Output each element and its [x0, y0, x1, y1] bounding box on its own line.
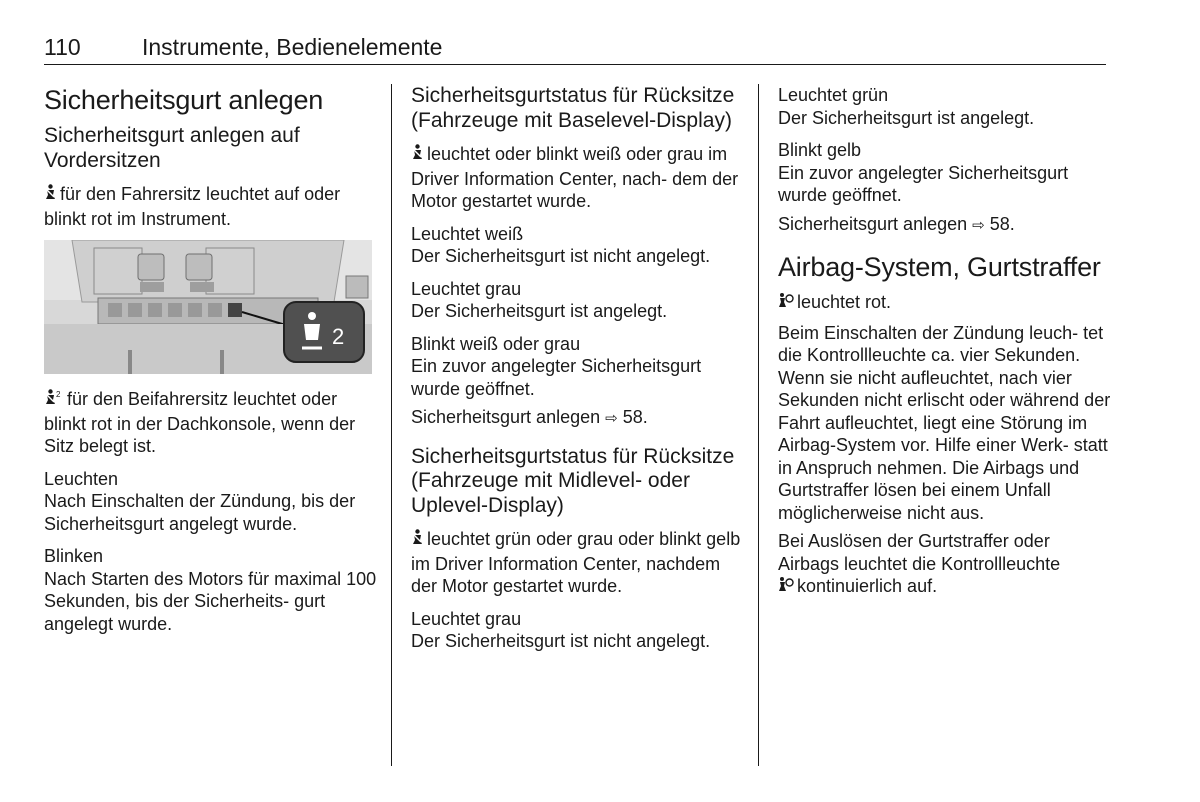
- paragraph-rear-baselevel: [411, 143, 751, 213]
- label-blinkt-gelb: Blinkt gelb: [778, 140, 862, 160]
- paragraph-airbag-deploy: [778, 530, 1113, 600]
- column-divider-1: [391, 84, 392, 766]
- page-header: [44, 34, 442, 61]
- label-leuchtet-grau: Leuchtet grau: [411, 278, 522, 299]
- reference-page: 58.: [989, 213, 1015, 234]
- figure-badge-number: 2: [332, 324, 345, 349]
- seatbelt-2-icon: [44, 389, 64, 413]
- text-blinkt-gelb: Ein zuvor angelegter Sicherheitsgurt wurde geöffnet.: [778, 162, 1069, 205]
- text-blinken: Nach Starten des Motors für maximal 100 Sekunden, bis der Sicherheits- gurt angelegt wurde.: [44, 568, 377, 634]
- label-leuchtet-gruen: Leuchtet grün: [778, 85, 889, 105]
- text-airbag-light: leuchtet rot.: [797, 292, 892, 312]
- paragraph-passenger: [44, 388, 384, 458]
- column-3: [778, 84, 1113, 606]
- page-number: 110: [44, 34, 81, 60]
- paragraph-airbag-light: [778, 291, 1113, 316]
- text-leuchten: Nach Einschalten der Zündung, bis der Sicherheitsgurt angelegt wurde.: [44, 491, 356, 534]
- paragraph-rear-uplevel: [411, 528, 751, 598]
- text-leuchtet-grau-2: Der Sicherheitsgurt ist nicht angelegt.: [411, 631, 711, 651]
- text-airbag-deploy: Bei Auslösen der Gurtstraffer oder Airbags leuchtet die Kontrollleuchte: [778, 531, 1061, 574]
- airbag-icon: [778, 292, 794, 316]
- page-reference-arrow-icon: ⇨: [605, 410, 618, 427]
- airbag-icon: [778, 576, 794, 600]
- label-blinkt-weiss-grau: Blinkt weiß oder grau: [411, 333, 581, 354]
- text-blinkt-weiss-grau: Ein zuvor angelegter Sicherheitsgurt wurde geöffnet.: [411, 356, 702, 399]
- text-leuchtet-grau: Der Sicherheitsgurt ist angelegt.: [411, 301, 668, 321]
- cross-reference-2[interactable]: [778, 213, 1113, 238]
- chapter-title: Instrumente, Bedienelemente: [142, 34, 443, 60]
- label-blinken: Blinken: [44, 546, 104, 566]
- text-rear-baselevel: leuchtet oder blinkt weiß oder grau im Driver Information Center, nach- dem der Motor gestartet wurde.: [411, 144, 739, 211]
- seatbelt-icon: [44, 184, 57, 208]
- subheading-rear-uplevel: Sicherheitsgurtstatus für Rücksitze (Fahrzeuge mit Midlevel- oder Uplevel-Display): [411, 444, 735, 517]
- page-reference-arrow-icon: ⇨: [972, 216, 985, 234]
- column-1: [44, 84, 384, 641]
- label-leuchtet-weiss: Leuchtet weiß: [411, 223, 524, 244]
- section-heading-airbag: Airbag-System, Gurtstraffer: [778, 252, 1101, 282]
- text-rear-uplevel: leuchtet grün oder grau oder blinkt gelb im Driver Information Center, nachdem der Motor gestartet wurde.: [411, 529, 741, 596]
- paragraph-airbag-check: Beim Einschalten der Zündung leuch- tet die Kontrollleuchte ca. vier Sekunden. Wenn sie nicht aufleuchtet, nach vier Sekunden nicht erlischt oder während der Fahrt aufleuchtet, liegt eine Störung im Airbag-System vor. Hilfe einer Werk- statt in Anspruch nehmen. Die Airbags und Gurtstraffer lösen bei einem Unfall möglicherweise nicht aus.: [778, 322, 1111, 523]
- header-rule: [44, 64, 1106, 65]
- reference-page: 58.: [622, 407, 648, 427]
- subheading-rear-baselevel: Sicherheitsgurtstatus für Rücksitze (Fahrzeuge mit Baselevel-Display): [411, 84, 735, 132]
- reference-title: Sicherheitsgurt anlegen: [411, 407, 601, 427]
- svg-text:2: 2: [56, 390, 61, 399]
- paragraph-driver: [44, 183, 384, 230]
- text-driver: für den Fahrersitz leuchtet auf oder blinkt rot im Instrument.: [44, 184, 341, 229]
- label-leuchten: Leuchten: [44, 468, 119, 489]
- cross-reference-1[interactable]: [411, 406, 751, 431]
- column-2: [411, 84, 751, 659]
- label-leuchtet-grau-2: Leuchtet grau: [411, 608, 522, 629]
- reference-title: Sicherheitsgurt anlegen: [778, 213, 968, 234]
- seatbelt-icon: [411, 144, 424, 168]
- column-divider-2: [758, 84, 759, 766]
- text-leuchtet-weiss: Der Sicherheitsgurt ist nicht angelegt.: [411, 246, 711, 266]
- roof-console-figure: [44, 240, 372, 374]
- text-passenger: für den Beifahrersitz leuchtet oder blinkt rot in der Dachkonsole, wenn der Sitz belegt ist.: [44, 389, 356, 456]
- subheading-front-seats: Sicherheitsgurt anlegen auf Vordersitzen: [44, 124, 300, 172]
- text-leuchtet-gruen: Der Sicherheitsgurt ist angelegt.: [778, 107, 1035, 128]
- text-airbag-continuous: kontinuierlich auf.: [797, 576, 938, 596]
- seatbelt-icon: [411, 529, 424, 553]
- section-heading-seatbelt: Sicherheitsgurt anlegen: [44, 85, 324, 115]
